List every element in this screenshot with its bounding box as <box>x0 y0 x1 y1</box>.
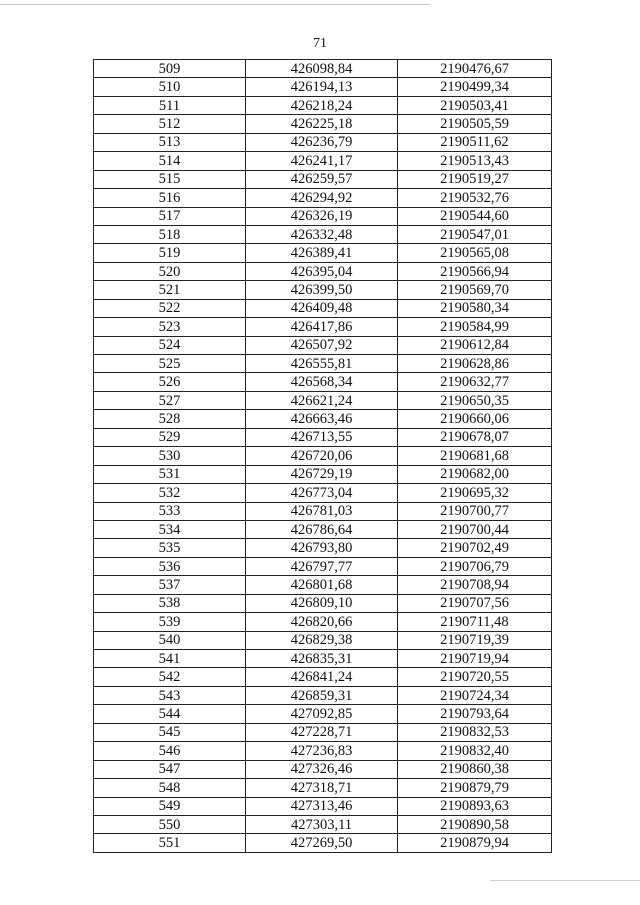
x-coordinate-cell: 426225,18 <box>246 115 398 133</box>
y-coordinate-cell: 2190879,94 <box>398 834 552 852</box>
y-coordinate-cell: 2190660,06 <box>398 410 552 428</box>
y-coordinate-cell: 2190860,38 <box>398 760 552 778</box>
table-row <box>94 779 552 797</box>
table-row <box>94 152 552 170</box>
x-coordinate-cell: 426859,31 <box>246 686 398 704</box>
table-row <box>94 631 552 649</box>
point-number-cell: 525 <box>94 355 246 373</box>
point-number-cell: 550 <box>94 815 246 833</box>
x-coordinate-cell: 426399,50 <box>246 281 398 299</box>
y-coordinate-cell: 2190706,79 <box>398 557 552 575</box>
x-coordinate-cell: 426797,77 <box>246 557 398 575</box>
table-row <box>94 318 552 336</box>
x-coordinate-cell: 427092,85 <box>246 705 398 723</box>
point-number-cell: 519 <box>94 244 246 262</box>
point-number-cell: 512 <box>94 115 246 133</box>
point-number-cell: 537 <box>94 576 246 594</box>
x-coordinate-cell: 426294,92 <box>246 189 398 207</box>
x-coordinate-cell: 427228,71 <box>246 723 398 741</box>
y-coordinate-cell: 2190678,07 <box>398 428 552 446</box>
point-number-cell: 538 <box>94 594 246 612</box>
x-coordinate-cell: 426568,34 <box>246 373 398 391</box>
x-coordinate-cell: 427318,71 <box>246 779 398 797</box>
y-coordinate-cell: 2190569,70 <box>398 281 552 299</box>
table-row <box>94 391 552 409</box>
table-row <box>94 262 552 280</box>
table-row <box>94 115 552 133</box>
point-number-cell: 511 <box>94 96 246 114</box>
table-row <box>94 60 552 78</box>
table-row <box>94 133 552 151</box>
point-number-cell: 521 <box>94 281 246 299</box>
table-row <box>94 760 552 778</box>
point-number-cell: 541 <box>94 650 246 668</box>
y-coordinate-cell: 2190612,84 <box>398 336 552 354</box>
y-coordinate-cell: 2190681,68 <box>398 447 552 465</box>
x-coordinate-cell: 427269,50 <box>246 834 398 852</box>
y-coordinate-cell: 2190879,79 <box>398 779 552 797</box>
x-coordinate-cell: 426555,81 <box>246 355 398 373</box>
y-coordinate-cell: 2190893,63 <box>398 797 552 815</box>
y-coordinate-cell: 2190513,43 <box>398 152 552 170</box>
table-row <box>94 650 552 668</box>
scan-edge-line <box>490 880 640 881</box>
table-row <box>94 170 552 188</box>
point-number-cell: 548 <box>94 779 246 797</box>
y-coordinate-cell: 2190793,64 <box>398 705 552 723</box>
point-number-cell: 526 <box>94 373 246 391</box>
x-coordinate-cell: 426801,68 <box>246 576 398 594</box>
x-coordinate-cell: 427326,46 <box>246 760 398 778</box>
table-row <box>94 428 552 446</box>
table-row <box>94 78 552 96</box>
table-row <box>94 576 552 594</box>
x-coordinate-cell: 426786,64 <box>246 520 398 538</box>
point-number-cell: 536 <box>94 557 246 575</box>
x-coordinate-cell: 426781,03 <box>246 502 398 520</box>
table-row <box>94 189 552 207</box>
x-coordinate-cell: 426241,17 <box>246 152 398 170</box>
y-coordinate-cell: 2190565,08 <box>398 244 552 262</box>
table-row <box>94 705 552 723</box>
point-number-cell: 533 <box>94 502 246 520</box>
table-row <box>94 465 552 483</box>
point-number-cell: 530 <box>94 447 246 465</box>
y-coordinate-cell: 2190476,67 <box>398 60 552 78</box>
y-coordinate-cell: 2190707,56 <box>398 594 552 612</box>
y-coordinate-cell: 2190632,77 <box>398 373 552 391</box>
y-coordinate-cell: 2190832,53 <box>398 723 552 741</box>
x-coordinate-cell: 426218,24 <box>246 96 398 114</box>
point-number-cell: 522 <box>94 299 246 317</box>
table-row <box>94 96 552 114</box>
table-row <box>94 244 552 262</box>
table-row <box>94 225 552 243</box>
table-row <box>94 834 552 852</box>
table-row <box>94 742 552 760</box>
table-row <box>94 299 552 317</box>
point-number-cell: 543 <box>94 686 246 704</box>
y-coordinate-cell: 2190700,77 <box>398 502 552 520</box>
x-coordinate-cell: 426773,04 <box>246 484 398 502</box>
table-row <box>94 207 552 225</box>
point-number-cell: 547 <box>94 760 246 778</box>
y-coordinate-cell: 2190719,94 <box>398 650 552 668</box>
point-number-cell: 539 <box>94 613 246 631</box>
point-number-cell: 551 <box>94 834 246 852</box>
y-coordinate-cell: 2190580,34 <box>398 299 552 317</box>
x-coordinate-cell: 426236,79 <box>246 133 398 151</box>
x-coordinate-cell: 426098,84 <box>246 60 398 78</box>
x-coordinate-cell: 426389,41 <box>246 244 398 262</box>
table-row <box>94 336 552 354</box>
y-coordinate-cell: 2190708,94 <box>398 576 552 594</box>
table-row <box>94 686 552 704</box>
y-coordinate-cell: 2190724,34 <box>398 686 552 704</box>
point-number-cell: 514 <box>94 152 246 170</box>
point-number-cell: 531 <box>94 465 246 483</box>
y-coordinate-cell: 2190544,60 <box>398 207 552 225</box>
scan-edge-line <box>0 4 430 5</box>
point-number-cell: 510 <box>94 78 246 96</box>
point-number-cell: 542 <box>94 668 246 686</box>
point-number-cell: 523 <box>94 318 246 336</box>
y-coordinate-cell: 2190532,76 <box>398 189 552 207</box>
y-coordinate-cell: 2190890,58 <box>398 815 552 833</box>
x-coordinate-cell: 426713,55 <box>246 428 398 446</box>
y-coordinate-cell: 2190503,41 <box>398 96 552 114</box>
y-coordinate-cell: 2190832,40 <box>398 742 552 760</box>
y-coordinate-cell: 2190719,39 <box>398 631 552 649</box>
y-coordinate-cell: 2190700,44 <box>398 520 552 538</box>
x-coordinate-cell: 426729,19 <box>246 465 398 483</box>
x-coordinate-cell: 426663,46 <box>246 410 398 428</box>
y-coordinate-cell: 2190499,34 <box>398 78 552 96</box>
coordinates-table <box>93 59 552 853</box>
y-coordinate-cell: 2190711,48 <box>398 613 552 631</box>
point-number-cell: 535 <box>94 539 246 557</box>
point-number-cell: 527 <box>94 391 246 409</box>
point-number-cell: 509 <box>94 60 246 78</box>
table-row <box>94 484 552 502</box>
table-row <box>94 520 552 538</box>
table-row <box>94 797 552 815</box>
point-number-cell: 546 <box>94 742 246 760</box>
table-row <box>94 281 552 299</box>
table-row <box>94 373 552 391</box>
x-coordinate-cell: 426417,86 <box>246 318 398 336</box>
table-row <box>94 410 552 428</box>
table-row <box>94 355 552 373</box>
point-number-cell: 528 <box>94 410 246 428</box>
y-coordinate-cell: 2190650,35 <box>398 391 552 409</box>
x-coordinate-cell: 426820,66 <box>246 613 398 631</box>
point-number-cell: 549 <box>94 797 246 815</box>
x-coordinate-cell: 426326,19 <box>246 207 398 225</box>
x-coordinate-cell: 426829,38 <box>246 631 398 649</box>
y-coordinate-cell: 2190720,55 <box>398 668 552 686</box>
x-coordinate-cell: 426841,24 <box>246 668 398 686</box>
table-row <box>94 447 552 465</box>
x-coordinate-cell: 426332,48 <box>246 225 398 243</box>
x-coordinate-cell: 426835,31 <box>246 650 398 668</box>
coordinates-table-body <box>94 60 552 853</box>
y-coordinate-cell: 2190519,27 <box>398 170 552 188</box>
x-coordinate-cell: 426621,24 <box>246 391 398 409</box>
y-coordinate-cell: 2190566,94 <box>398 262 552 280</box>
point-number-cell: 517 <box>94 207 246 225</box>
table-row <box>94 815 552 833</box>
point-number-cell: 524 <box>94 336 246 354</box>
y-coordinate-cell: 2190702,49 <box>398 539 552 557</box>
x-coordinate-cell: 426194,13 <box>246 78 398 96</box>
point-number-cell: 529 <box>94 428 246 446</box>
y-coordinate-cell: 2190547,01 <box>398 225 552 243</box>
point-number-cell: 545 <box>94 723 246 741</box>
table-row <box>94 668 552 686</box>
page-number: 71 <box>313 36 327 51</box>
x-coordinate-cell: 427303,11 <box>246 815 398 833</box>
point-number-cell: 518 <box>94 225 246 243</box>
x-coordinate-cell: 426395,04 <box>246 262 398 280</box>
table-row <box>94 723 552 741</box>
y-coordinate-cell: 2190505,59 <box>398 115 552 133</box>
table-row <box>94 613 552 631</box>
point-number-cell: 540 <box>94 631 246 649</box>
x-coordinate-cell: 426409,48 <box>246 299 398 317</box>
point-number-cell: 534 <box>94 520 246 538</box>
table-row <box>94 557 552 575</box>
x-coordinate-cell: 426793,80 <box>246 539 398 557</box>
point-number-cell: 544 <box>94 705 246 723</box>
point-number-cell: 513 <box>94 133 246 151</box>
x-coordinate-cell: 426259,57 <box>246 170 398 188</box>
y-coordinate-cell: 2190584,99 <box>398 318 552 336</box>
table-row <box>94 502 552 520</box>
x-coordinate-cell: 427313,46 <box>246 797 398 815</box>
x-coordinate-cell: 426720,06 <box>246 447 398 465</box>
y-coordinate-cell: 2190628,86 <box>398 355 552 373</box>
table-row <box>94 594 552 612</box>
point-number-cell: 515 <box>94 170 246 188</box>
y-coordinate-cell: 2190682,00 <box>398 465 552 483</box>
x-coordinate-cell: 426507,92 <box>246 336 398 354</box>
x-coordinate-cell: 426809,10 <box>246 594 398 612</box>
x-coordinate-cell: 427236,83 <box>246 742 398 760</box>
point-number-cell: 532 <box>94 484 246 502</box>
point-number-cell: 516 <box>94 189 246 207</box>
y-coordinate-cell: 2190695,32 <box>398 484 552 502</box>
table-row <box>94 539 552 557</box>
y-coordinate-cell: 2190511,62 <box>398 133 552 151</box>
point-number-cell: 520 <box>94 262 246 280</box>
